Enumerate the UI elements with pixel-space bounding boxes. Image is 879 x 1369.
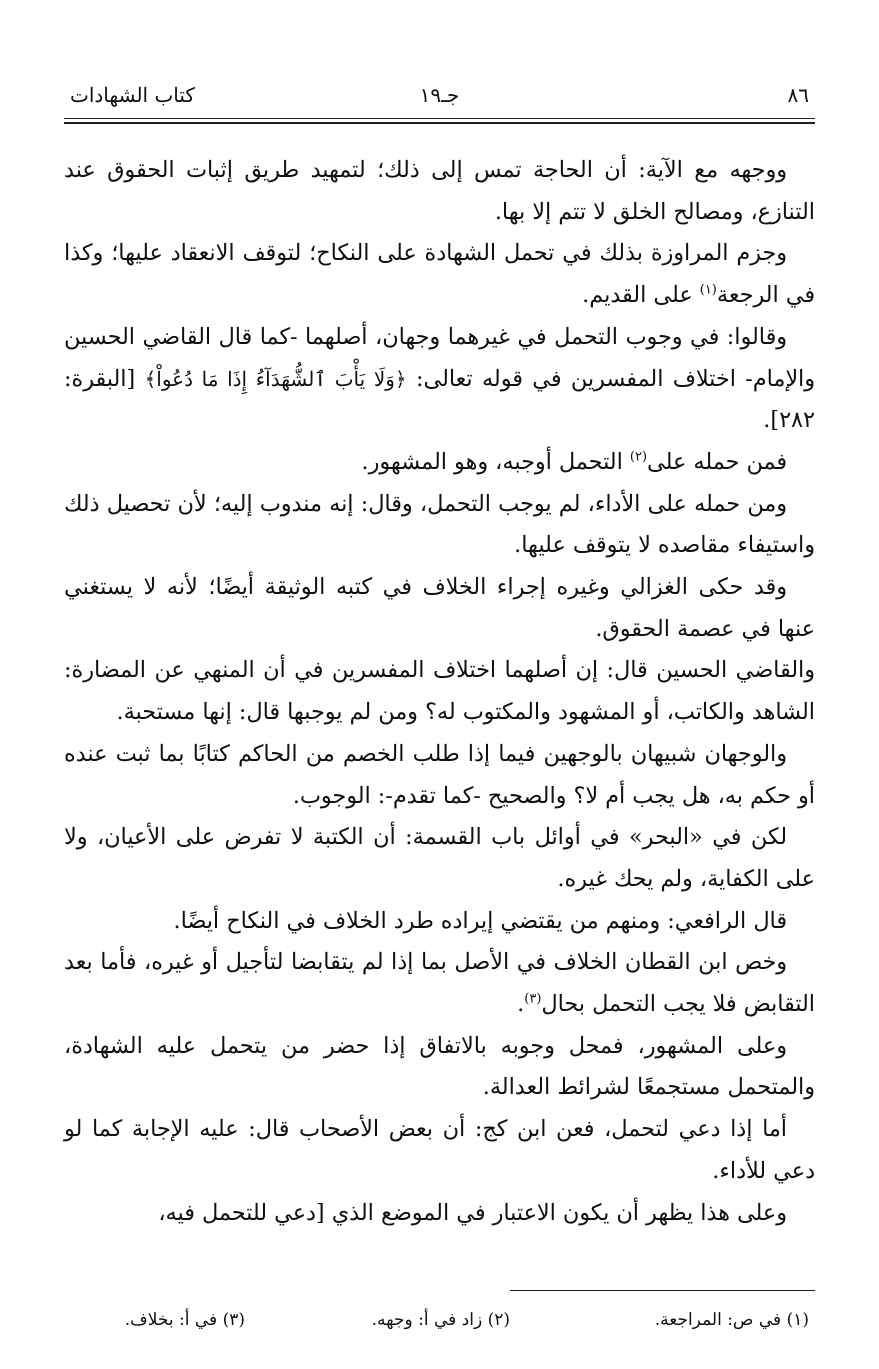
volume-label: جـ١٩ [419, 83, 460, 107]
paragraph-3 [64, 317, 815, 442]
paragraph-3-citation: [البقرة: ٢٨٢]. [64, 365, 815, 434]
paragraph-4-tail: التحمل أوجبه، وهو المشهور. [361, 448, 630, 475]
paragraph-12: وعلى المشهور، فمحل وجوبه بالاتفاق إذا حضر من يتحمل عليه الشهادة، والمتحمل مستجمعًا لشرائط العدالة. [64, 1032, 815, 1101]
footnote-1: (١) في ص: المراجعة. [654, 1310, 809, 1330]
paragraph-9: لكن في «البحر» في أوائل باب القسمة: أن الكتبة لا تفرض على الأعيان، ولا على الكفاية، ولم يحك غيره. [64, 824, 815, 892]
footnote-rule [510, 1290, 815, 1291]
book-title: كتاب الشهادات [70, 83, 195, 107]
paragraph-3-text: وقالوا: في وجوب التحمل في غيرهما وجهان، أصلهما -كما قال القاضي الحسين والإمام- اختلاف المفسرين في قوله تعالى: [64, 323, 816, 392]
paragraph-7: والقاضي الحسين قال: إن أصلهما اختلاف المفسرين في أن المنهي عن المضارة: الشاهد والكاتب، أو المشهود والمكتوب له؟ ومن لم يوجبها قال: إنها مستحبة. [64, 657, 815, 726]
paragraph-13: أما إذا دعي لتحمل، فعن ابن كج: أن بعض الأصحاب قال: عليه الإجابة كما لو دعي للأداء. [64, 1116, 815, 1184]
paragraph-5: ومن حمله على الأداء، لم يوجب التحمل، وقال: إنه مندوب إليه؛ لأن تحصيل ذلك واستيفاء مقاصده لا يتوقف عليها. [64, 490, 815, 559]
page-number: ٨٦ [787, 83, 809, 107]
paragraph-2-tail: على القديم. [582, 282, 700, 309]
paragraph-10: قال الرافعي: ومنهم من يقتضي إيراده طرد الخلاف في النكاح أيضًا. [173, 907, 787, 934]
header-rule-thick [64, 122, 815, 124]
footnotes [64, 1305, 815, 1345]
paragraph-11-text: وخص ابن القطان الخلاف في الأصل بما إذا لم يتقابضا لتأجيل أو غيره، فأما بعد التقابض فلا يجب التحمل بحال [64, 949, 815, 1018]
page-header [64, 80, 815, 116]
paragraph-6: وقد حكى الغزالي وغيره إجراء الخلاف في كتبه الوثيقة أيضًا؛ لأنه لا يستغني عنها في عصمة الحقوق. [64, 574, 815, 642]
paragraph-8: والوجهان شبيهان بالوجهين فيما إذا طلب الخصم من الحاكم كتابًا بما ثبت عنده أو حكم به، هل يجب أم لا؟ والصحيح -كما تقدم-: الوجوب. [64, 740, 815, 809]
header-rule-thin [64, 118, 815, 119]
main-text [64, 150, 815, 1270]
footnote-ref-2: (٢) [629, 449, 648, 465]
footnote-ref-3: (٣) [524, 991, 542, 1007]
footnote-2: (٢) زاد في أ: وجهه. [371, 1310, 510, 1330]
paragraph-14: وعلى هذا يظهر أن يكون الاعتبار في الموضع الذي [دعي للتحمل فيه، [158, 1199, 787, 1226]
paragraph-4-text: فمن حمله على [647, 448, 787, 475]
paragraph-11 [64, 942, 815, 1025]
paragraph-2-text: وجزم المراوزة بذلك في تحمل الشهادة على النكاح؛ لتوقف الانعقاد عليها؛ وكذا في الرجعة [64, 240, 815, 309]
paragraph-4 [64, 442, 815, 484]
paragraph-11-tail: . [517, 991, 525, 1018]
quran-verse: ﴿وَلَا يَأْبَ ٱلشُّهَدَآءُ إِذَا مَا دُعُواْ﴾ [144, 366, 407, 391]
footnote-3: (٣) في أ: بخلاف. [124, 1310, 245, 1330]
paragraph-2 [64, 233, 815, 316]
footnote-ref-1: (١) [699, 282, 717, 298]
paragraph-1: ووجهه مع الآية: أن الحاجة تمس إلى ذلك؛ لتمهيد طريق إثبات الحقوق عند التنازع، ومصالح الخلق لا تتم إلا بها. [64, 157, 815, 225]
